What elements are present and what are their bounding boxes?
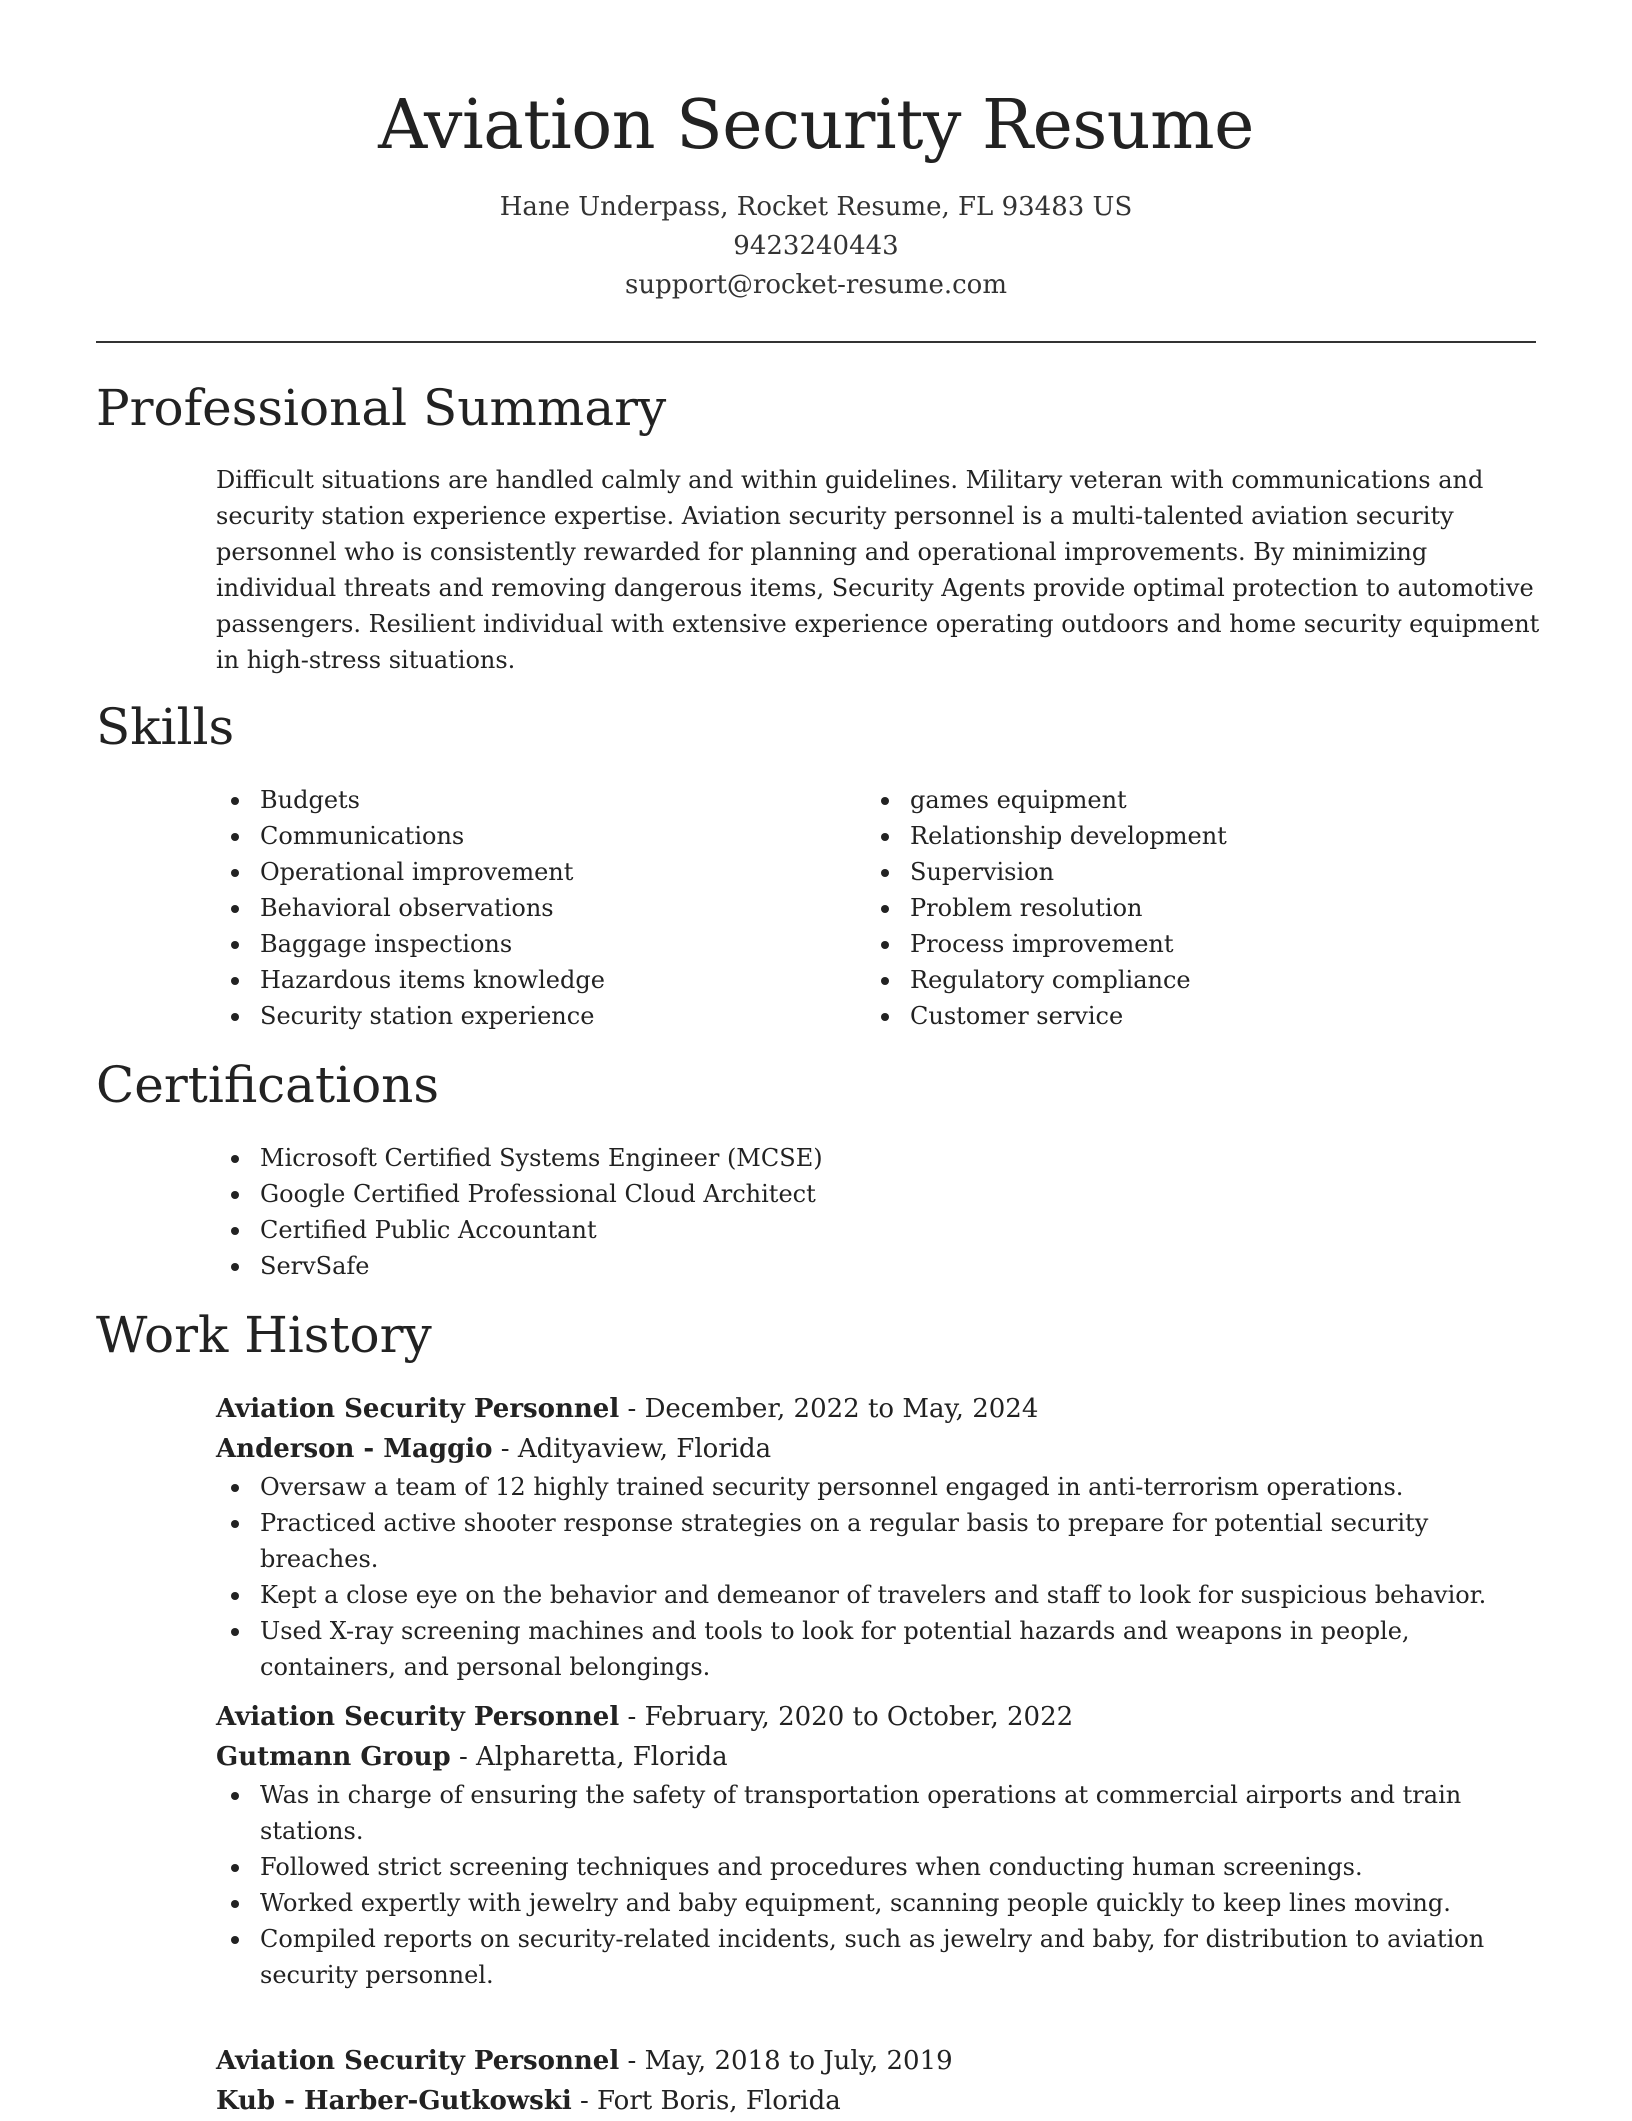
job-title-line <box>216 2041 1546 2081</box>
certification-item: ServSafe <box>216 1248 1536 1284</box>
job-location: Alpharetta, Florida <box>476 1742 728 1772</box>
certifications-list <box>216 1140 1536 1284</box>
job-title-line <box>216 1389 1546 1429</box>
job-duty: Followed strict screening techniques and procedures when conducting human screenings. <box>216 1849 1546 1885</box>
summary-text: Difficult situations are handled calmly and within guidelines. Military veteran with communications and security station experience expertise. Aviation security personnel is a multi-talented aviation security personnel who is consistently rewarded for planning and operational improvements. By minimizing individual threats and removing dangerous items, Security Agents provide optimal protection to automotive passengers. Resilient individual with extensive experience operating outdoors and home security equipment in high-stress situations. <box>216 466 1540 674</box>
skills-list-right <box>866 782 1536 1034</box>
skill-item: Budgets <box>216 782 836 818</box>
job-separator: - <box>627 1394 645 1424</box>
job-location: Fort Boris, Florida <box>597 2086 841 2116</box>
contact-address: Hane Underpass, Rocket Resume, FL 93483 US <box>499 192 1133 222</box>
job-duty: Practiced active shooter response strategies on a regular basis to prepare for potential security breaches. <box>216 1505 1546 1577</box>
job-separator: - <box>500 1434 518 1464</box>
job-duty: Kept a close eye on the behavior and demeanor of travelers and staff to look for suspicious behavior. <box>216 1577 1546 1613</box>
job-duty: Worked expertly with jewelry and baby equipment, scanning people quickly to keep lines moving. <box>216 1885 1546 1921</box>
job-dates: December, 2022 to May, 2024 <box>644 1394 1039 1424</box>
skills-heading: Skills <box>96 698 235 756</box>
certification-item: Certified Public Accountant <box>216 1212 1536 1248</box>
skill-item: Customer service <box>866 998 1536 1034</box>
job-separator: - <box>579 2086 598 2116</box>
job-dates: May, 2018 to July, 2019 <box>644 2046 953 2076</box>
job-duties-list <box>216 1777 1546 1993</box>
summary-heading: Professional Summary <box>96 379 667 437</box>
job-dates: February, 2020 to October, 2022 <box>644 1702 1074 1732</box>
job-duty: Oversaw a team of 12 highly trained security personnel engaged in anti-terrorism operations. <box>216 1469 1546 1505</box>
job-title: Aviation Security Personnel <box>216 1702 620 1732</box>
job-company-line <box>216 1429 1546 1469</box>
contact-info <box>0 188 1632 305</box>
skill-item: Security station experience <box>216 998 836 1034</box>
resume-header <box>0 78 1632 305</box>
job-separator: - <box>627 1702 645 1732</box>
job-separator: - <box>458 1742 476 1772</box>
job-company-line <box>216 2081 1546 2121</box>
skill-item: Problem resolution <box>866 890 1536 926</box>
work-history-heading: Work History <box>96 1306 432 1364</box>
job-title-line <box>216 1697 1546 1737</box>
job-company: Gutmann Group <box>216 1742 451 1772</box>
job-company: Anderson - Maggio <box>216 1434 493 1464</box>
contact-email: support@rocket-resume.com <box>624 270 1007 300</box>
job-duty: Was in charge of ensuring the safety of transportation operations at commercial airports and train stations. <box>216 1777 1546 1849</box>
job-duty: Used X-ray screening machines and tools to look for potential hazards and weapons in people, containers, and personal belongings. <box>216 1613 1546 1685</box>
resume-title: Aviation Security Resume <box>378 86 1254 165</box>
skill-item: Communications <box>216 818 836 854</box>
header-divider <box>96 341 1536 343</box>
skill-item: Process improvement <box>866 926 1536 962</box>
contact-phone: 9423240443 <box>733 231 899 261</box>
job-title: Aviation Security Personnel <box>216 1394 620 1424</box>
job-duty: Compiled reports on security-related incidents, such as jewelry and baby, for distribution to aviation security personnel. <box>216 1921 1546 1993</box>
certification-item: Google Certified Professional Cloud Architect <box>216 1176 1536 1212</box>
job-entry <box>216 2041 1546 2121</box>
job-location: Adityaview, Florida <box>517 1434 772 1464</box>
certifications-heading: Certifications <box>96 1056 440 1114</box>
job-entry <box>216 1697 1546 1993</box>
job-duties-list <box>216 1469 1546 1685</box>
skill-item: Baggage inspections <box>216 926 836 962</box>
job-entry <box>216 1389 1546 1685</box>
skill-item: Supervision <box>866 854 1536 890</box>
skill-item: games equipment <box>866 782 1536 818</box>
skill-item: Hazardous items knowledge <box>216 962 836 998</box>
job-separator: - <box>627 2046 645 2076</box>
job-company-line <box>216 1737 1546 1777</box>
skill-item: Operational improvement <box>216 854 836 890</box>
certification-item: Microsoft Certified Systems Engineer (MCSE) <box>216 1140 1536 1176</box>
skill-item: Regulatory compliance <box>866 962 1536 998</box>
skill-item: Relationship development <box>866 818 1536 854</box>
skill-item: Behavioral observations <box>216 890 836 926</box>
job-company: Kub - Harber-Gutkowski <box>216 2086 572 2116</box>
job-title: Aviation Security Personnel <box>216 2046 620 2076</box>
skills-list-left <box>216 782 836 1034</box>
